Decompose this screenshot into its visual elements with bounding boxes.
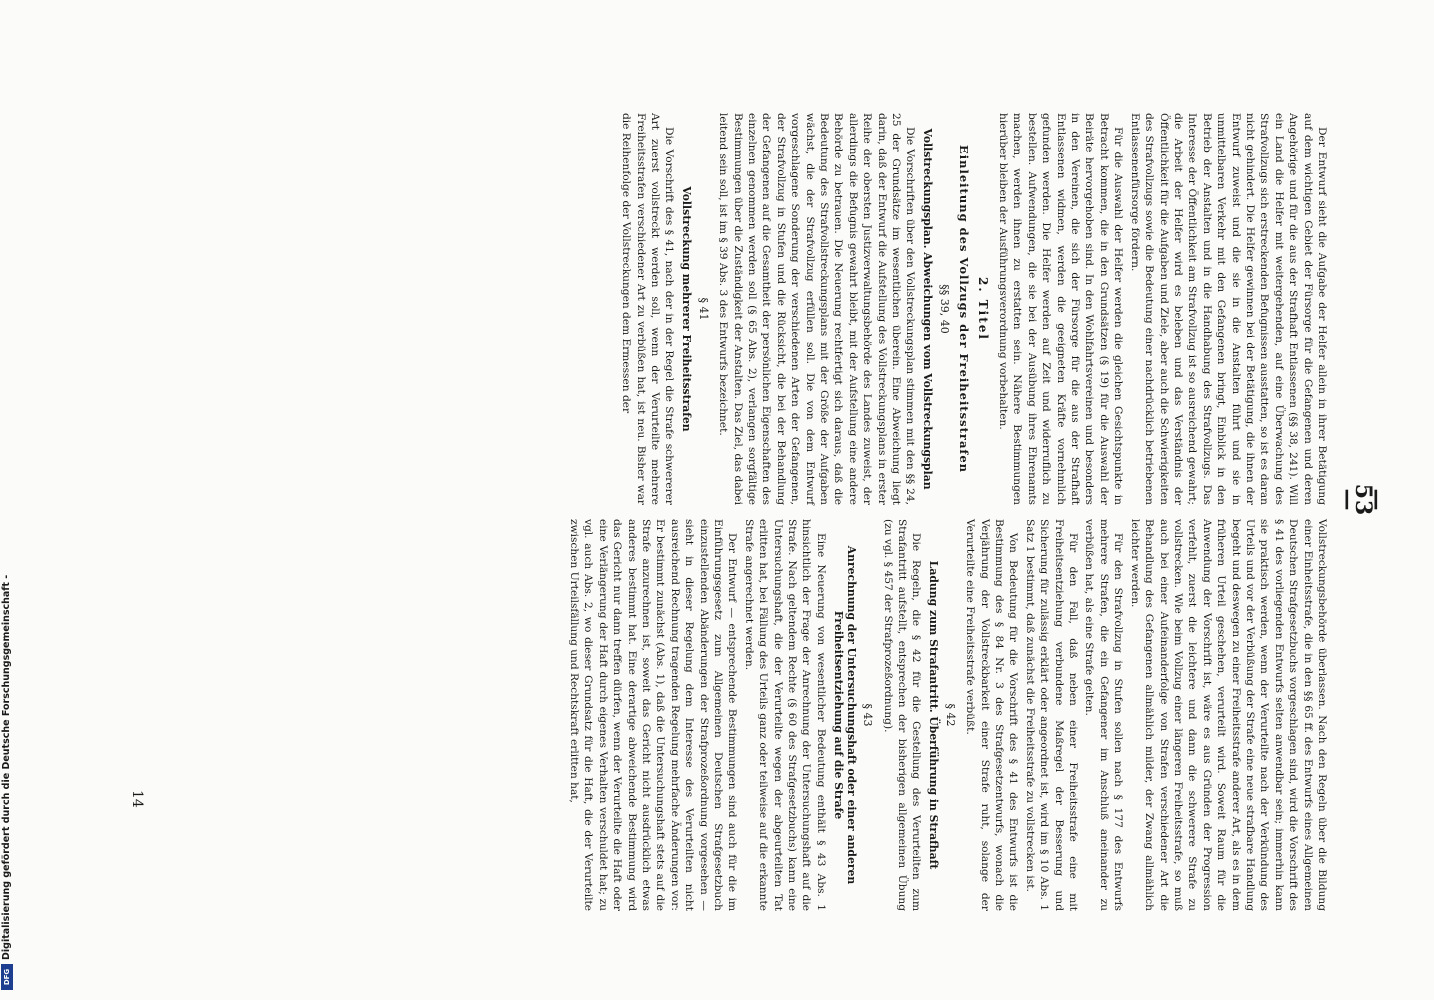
left-column (617, 113, 1329, 505)
page-number: — 53 — (1335, 483, 1390, 517)
right-paragraph-5: Die Regeln, die § 42 für die Gestellung des Verurteilten zum Strafantritt aufstellt, entsprechen der bisherigen allgemeinen Übung (zu vgl. § 457 der Strafprozeßordnung). (881, 519, 923, 911)
section-43-label: § 43 (861, 703, 875, 727)
right-column (565, 519, 1330, 911)
right-paragraph-1: Vollstreckungsbehörde überlassen. Nach den Regeln über die Bildung einer Einheitsstrafe, die in den §§ 65 ff. des Entwurfs eines Allgemeinen Deutschen Strafgesetzbuchs vorgeschlagen sind, wird die Vorschrift des § 41 des vorliegenden Entwurfs selten anwendbar sein; immerhin kann sie praktisch werden, wenn der Verurteilte nach der Verkündung des Urteils und vor der Verbüßung der Strafe eine neue strafbare Handlung begeht und deswegen zu einer Freiheitsstrafe anderer Art, als es in dem früheren Urteil geschehen, verurteilt wird. Soweit Raum für die Anwendung der Vorschrift ist, wäre es aus Gründen der Progression verfehlt, zuerst die leichtere und dann die schwerere Strafe zu vollstrecken. Wie beim Vollzug einer längeren Freiheitsstrafe, so muß auch bei einer Aufeinanderfolge von Strafen verschiedener Art die Behandlung des Gefangenen allmählich milder, der Zwang allmählich leichter werden. (1128, 519, 1328, 911)
title-heading: Einleitung des Vollzugs der Freiheitsstrafen (957, 144, 972, 474)
title-number: 2. Titel (975, 277, 990, 341)
left-paragraph-3: Die Vorschriften über den Vollstreckungsplan stimmen mit den §§ 24, 25 der Grundsätze im wesentlichen überein. Eine Abweichung liegt darin, daß der Entwurf die Aufstellung des Vollstreckungsplans in erster Reihe der obersten Justizverwaltungsbehörde des Landes zuweist, der allerdings die Befugnis gewahrt bleibt, mit der Aufstellung eine andere Behörde zu betrauen. Die Neuerung rechtfertigt sich daraus, daß die Bedeutung des Strafvollstreckungsplans mit der Größe der Aufgaben wächst, die der Strafvollzug erfüllen soll. Die von dem Entwurf vorgeschlagene Sonderung der verschiedenen Arten der Gefangenen, der Strafvollzug in Stufen und die Rücksicht, die bei der Behandlung der Gefangenen auf die Gesamtheit der persönlichen Eigenschaften des einzelnen genommen werden soll (§ 65 Abs. 2), verlangen sorgfältige Bestimmungen über die Zuständigkeit der Anstalten. Das Ziel, das dabei leitend sein soll, ist im § 39 Abs. 3 des Entwurfs bezeichnet. (717, 113, 917, 505)
left-paragraph-2: Für die Auswahl der Helfer werden die gleichen Gesichtspunkte in Betracht kommen, die in den Grundsätzen (§ 19) für die Auswahl der Beiräte hervorgehoben sind. In den Wohlfahrtsvereinen und besonders in den Vereinen, die sich der Fürsorge für die aus der Strafhaft Entlassenen widmen, werden die geeigneten Kräfte vornehmlich gefunden werden. Die Helfer werden auf Zeit und widerruflich zu bestellen. Aufwendungen, die sie bei der Ausübung ihres Ehrenamts machen, werden ihnen zu erstatten sein. Nähere Bestimmungen hierüber bleiben der Ausführungsverordnung vorbehalten. (997, 113, 1125, 505)
section-41-label: § 41 (696, 297, 710, 321)
left-paragraph-4: Die Vorschrift des § 41, nach der in der Regel die Strafe schwererer Art zuerst vollstreckt werden soll, wenn der Verurteilte mehrere Freiheitsstrafen verschiedener Art zu verbüßen hat, ist neu. Bisher war die Reihenfolge der Vollstreckungen dem Ermessen der (620, 113, 676, 505)
section-42-heading: Ladung zum Strafantritt. Überführung in Strafhaft (927, 560, 941, 870)
left-paragraph-1: Der Entwurf sieht die Aufgabe der Helfer allein in ihrer Betätigung auf dem wichtigen Gebiet der Fürsorge für die Gefangenen und deren Angehörige und für die aus der Strafhaft Entlassenen (§§ 38, 241). Will ein Land die Helfer mit weitergehenden, auf eine Überwachung des Strafvollzugs sich erstreckenden Befugnissen ausstatten, so ist es daran nicht gehindert. Die Helfer gewinnen bei der Betätigung, die ihnen der Entwurf zuweist und die sie in die Anstalten führt und sie in unmittelbaren Verkehr mit den Gefangenen bringt, Einblick in den Betrieb der Anstalten und in die Handhabung des Strafvollzugs. Das Interesse der Öffentlichkeit am Strafvollzug ist so ausreichend gewahrt; die Arbeit der Helfer wird es beleben und das Verständnis der Öffentlichkeit für die Aufgaben und Ziele, aber auch die Schwierigkeiten des Strafvollzugs sowie die Bedeutung einer nachdrücklich betriebenen Entlassenenfürsorge fördern. (1128, 113, 1328, 505)
right-paragraph-3: Für den Fall, daß neben einer Freiheitsstrafe eine mit Freiheitsentziehung verbundene Maßregel der Besserung und Sicherung für zulässig erklärt oder angeordnet ist, wird im § 10 Abs. 1 Satz 1 bestimmt, daß zunächst die Freiheitsstrafe zu vollstrecken ist. (1023, 519, 1080, 911)
digitization-sidebar (0, 0, 14, 1000)
digitization-credit: Digitalisierung gefördert durch die Deutsche Forschungsgemeinschaft - (1, 574, 12, 960)
signature-mark: 14 (129, 790, 145, 808)
right-paragraph-4: Von Bedeutung für die Vorschrift des § 41 des Entwurfs ist die Bestimmung des § 84 Nr. 3 des Strafgesetzentwurfs, wonach die Verjährung der Vollstreckbarkeit einer Strafe ruht, solange der Verurteilte eine Freiheitsstrafe verbüßt. (964, 519, 1020, 911)
right-paragraph-2: Für den Strafvollzug in Stufen sollen nach § 177 des Entwurfs mehrere Strafen, die ein Gefangener im Anschluß aneinander zu verbüßen hat, als eine Strafe gelten. (1083, 519, 1125, 911)
section-43-heading: Anrechnung der Untersuchungshaft oder einer anderen Freiheitsentziehung auf die Strafe (831, 545, 858, 885)
section-42-label: § 42 (943, 703, 957, 727)
section-39-40-label: §§ 39, 40 (937, 284, 951, 334)
dfg-logo (1, 964, 13, 990)
right-paragraph-6: Eine Neuerung von wesentlicher Bedeutung enthält § 43 Abs. 1 hinsichtlich der Frage der Anrechnung der Untersuchungshaft auf die Strafe. Nach geltendem Rechte (§ 60 des Strafgesetzbuchs) kann eine Untersuchungshaft, die der Verurteilte wegen der abgeurteilten Tat erlitten hat, bei Fällung des Urteils ganz oder teilweise auf die erkannte Strafe angerechnet werden. (742, 519, 827, 911)
section-39-40-heading: Vollstreckungsplan. Abweichungen vom Vollstreckungsplan (921, 128, 935, 490)
dfg-logo-text: DFG (3, 968, 11, 986)
section-41-heading: Vollstreckung mehrerer Freiheitsstrafen (680, 186, 694, 432)
page-header (1335, 0, 1390, 1000)
right-paragraph-7: Der Entwurf — entsprechende Bestimmungen sind auch für die im Einführungsgesetz zum Allgemeinen Deutschen Strafgesetzbuch einzustellenden Abänderungen der Strafprozeßordnung vorgesehen — sieht in dieser Regelung dem Interesse des Verurteilten nicht ausreichend Rechnung tragenden Regelung mehrfache Änderungen vor: Er bestimmt zunächst (Abs. 1), daß die Untersuchungshaft stets auf die Strafe anzurechnen ist, soweit das Gericht nicht ausdrücklich etwas anderes bestimmt hat. Eine derartige abweichende Bestimmung wird das Gericht nur dann treffen dürfen, wenn der Verurteilte die Haft oder eine Verlängerung der Haft durch eigenes Verhalten verschuldet hat; zu vgl. auch Abs. 2, wo dieser Grundsatz für die Haft, die der Verurteilte zwischen Urteilsfällung und Rechtskraft erlitten hat, (567, 519, 739, 911)
